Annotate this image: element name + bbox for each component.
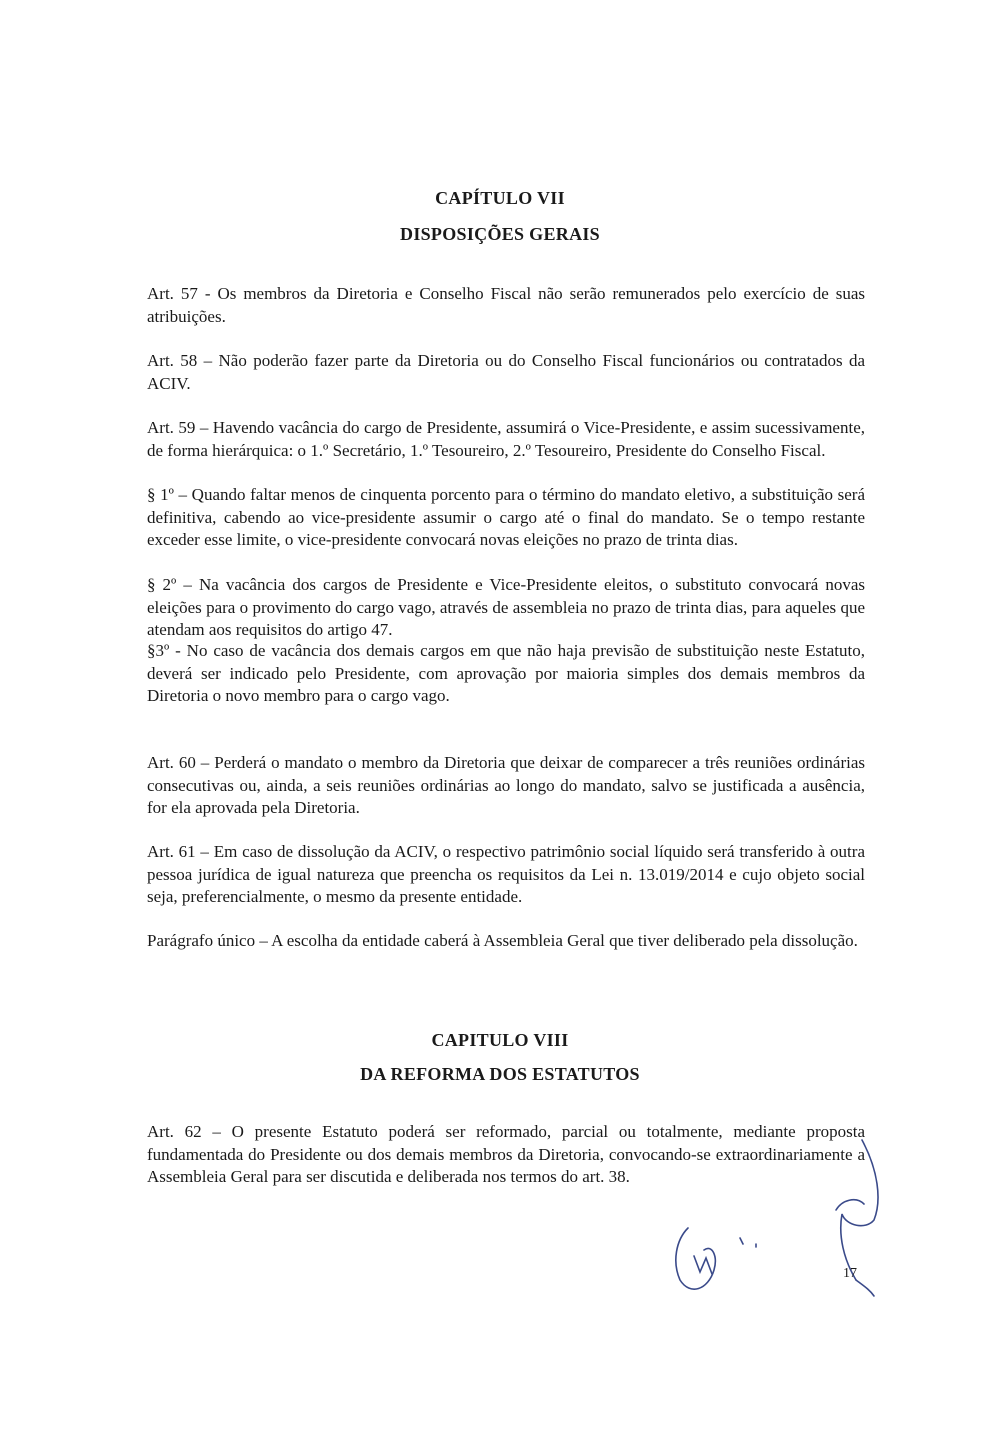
article-59: Art. 59 – Havendo vacância do cargo de Presidente, assumirá o Vice-Presidente, e assim sucessivamente, de forma hierárquica: o 1.º Secretário, 1.º Tesoureiro, 2.º Tesoureiro, Presidente do Conselho Fiscal. bbox=[147, 418, 865, 460]
article-62: Art. 62 – O presente Estatuto poderá ser reformado, parcial ou totalmente, mediante proposta fundamentada do Presidente ou dos demais membros da Diretoria, convocando-se extraordinariamente a Assembleia Geral para ser discutida e deliberada nos termos do art. 38. bbox=[147, 1122, 865, 1186]
chapter-8-title: CAPITULO VIII bbox=[431, 1030, 569, 1050]
article-61: Art. 61 – Em caso de dissolução da ACIV, o respectivo patrimônio social líquido será transferido à outra pessoa jurídica de igual natureza que preencha os requisitos da Lei n. 13.019/2014 e cujo objeto social seja, preferencialmente, o mesmo da presente entidade. bbox=[147, 842, 865, 906]
article-60: Art. 60 – Perderá o mandato o membro da Diretoria que deixar de comparecer a três reuniões ordinárias consecutivas ou, ainda, a seis reuniões ordinárias ao longo do mandato, salvo se justificada a ausência, for ela aprovada pela Diretoria. bbox=[147, 753, 865, 817]
article-57: Art. 57 - Os membros da Diretoria e Conselho Fiscal não serão remunerados pelo exercício de suas atribuições. bbox=[147, 284, 865, 326]
chapter-7-title: CAPÍTULO VII bbox=[435, 188, 565, 208]
article-59-paragraph-3: §3º - No caso de vacância dos demais cargos em que não haja previsão de substituição neste Estatuto, deverá ser indicado pelo Presidente, com aprovação por maioria simples dos demais membros da Diretoria o novo membro para o cargo vago. bbox=[147, 641, 865, 705]
chapter-8-subtitle: DA REFORMA DOS ESTATUTOS bbox=[360, 1064, 640, 1084]
chapter-7-subtitle: DISPOSIÇÕES GERAIS bbox=[400, 224, 600, 244]
article-61-sole-paragraph: Parágrafo único – A escolha da entidade caberá à Assembleia Geral que tiver deliberado pela dissolução. bbox=[147, 931, 858, 950]
page-number: 17 bbox=[843, 1266, 857, 1281]
article-58: Art. 58 – Não poderão fazer parte da Diretoria ou do Conselho Fiscal funcionários ou contratados da ACIV. bbox=[147, 351, 865, 393]
article-59-paragraph-2: § 2º – Na vacância dos cargos de Presidente e Vice-Presidente eleitos, o substituto convocará novas eleições para o provimento do cargo vago, através de assembleia no prazo de trinta dias, para aqueles que atendam aos requisitos do artigo 47. bbox=[147, 575, 865, 639]
article-59-paragraph-1: § 1º – Quando faltar menos de cinquenta porcento para o término do mandato eletivo, a substituição será definitiva, cabendo ao vice-presidente assumir o cargo até o final do mandato. Se o tempo restante exceder esse limite, o vice-presidente convocará novas eleições no prazo de trinta dias. bbox=[147, 485, 865, 549]
